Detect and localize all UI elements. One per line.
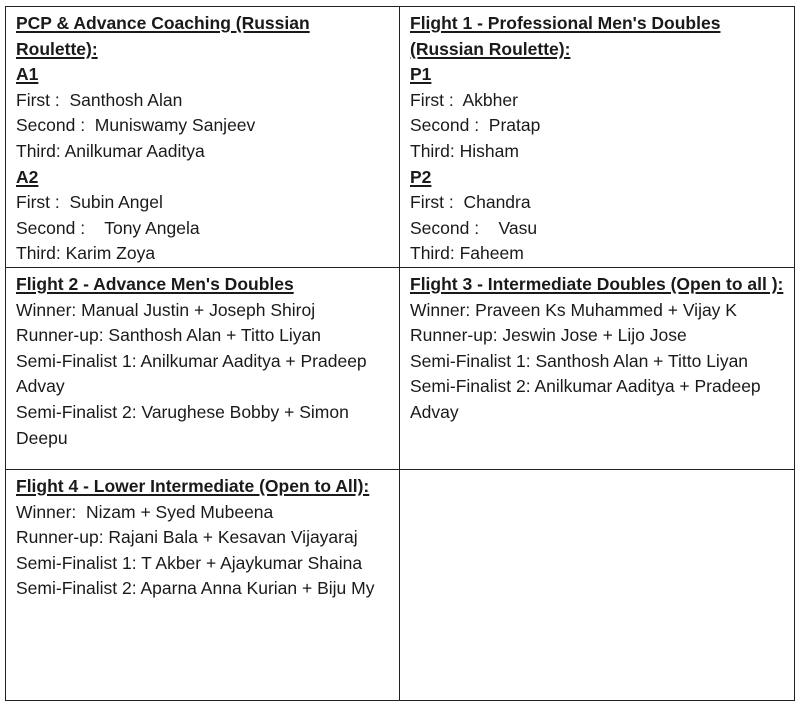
cell-title: Flight 1 - Professional Men's Doubles (Russian Roulette):: [410, 13, 721, 59]
placement-third: Third: Faheem: [410, 243, 524, 264]
table-row: [6, 469, 795, 700]
placement-second: Second : Pratap: [410, 115, 541, 136]
cell-flight-4: [6, 469, 400, 700]
group-label-a2: A2: [16, 166, 39, 187]
result-winner: Winner: Nizam + Syed Mubeena: [16, 501, 274, 522]
placement-second: Second : Muniswamy Sanjeev: [16, 115, 256, 136]
cell-flight-2: [6, 267, 400, 469]
result-winner: Winner: Praveen Ks Muhammed + Vijay K: [410, 299, 737, 320]
group-label-p2: P2: [410, 166, 432, 187]
cell-pcp-coaching: [6, 7, 400, 268]
placement-first: First : Santhosh Alan: [16, 89, 183, 110]
result-runner-up: Runner-up: Jeswin Jose + Lijo Jose: [410, 325, 687, 346]
placement-first: First : Chandra: [410, 192, 531, 213]
placement-second: Second : Vasu: [410, 217, 538, 238]
placement-first: First : Akbher: [410, 89, 518, 110]
group-label-p1: P1: [410, 64, 432, 85]
cell-title: Flight 2 - Advance Men's Doubles: [16, 273, 294, 294]
cell-flight-1: [400, 7, 795, 268]
cell-title: PCP & Advance Coaching (Russian Roulette):: [16, 13, 310, 59]
result-semi-finalist-1: Semi-Finalist 1: Santhosh Alan + Titto Liyan: [410, 350, 749, 371]
cell-flight-3: [400, 267, 795, 469]
cell-title: Flight 4 - Lower Intermediate (Open to All):: [16, 475, 370, 496]
placement-second: Second : Tony Angela: [16, 217, 200, 238]
table-row: [6, 7, 795, 268]
results-table: [5, 6, 795, 701]
group-label-a1: A1: [16, 64, 39, 85]
placement-first: First : Subin Angel: [16, 192, 163, 213]
result-semi-finalist-2: Semi-Finalist 2: Aparna Anna Kurian + Biju My: [16, 578, 375, 599]
result-semi-finalist-2: Semi-Finalist 2: Varughese Bobby + Simon Deepu: [16, 401, 354, 448]
table-row: [6, 267, 795, 469]
result-semi-finalist-1: Semi-Finalist 1: T Akber + Ajaykumar Shaina: [16, 552, 363, 573]
placement-third: Third: Anilkumar Aaditya: [16, 140, 205, 161]
cell-empty: [400, 469, 795, 700]
placement-third: Third: Karim Zoya: [16, 243, 156, 264]
result-runner-up: Runner-up: Rajani Bala + Kesavan Vijayaraj: [16, 527, 358, 548]
result-semi-finalist-1: Semi-Finalist 1: Anilkumar Aaditya + Pradeep Advay: [16, 350, 371, 397]
result-semi-finalist-2: Semi-Finalist 2: Anilkumar Aaditya + Pradeep Advay: [410, 376, 765, 422]
result-winner: Winner: Manual Justin + Joseph Shiroj: [16, 299, 316, 320]
cell-title: Flight 3 - Intermediate Doubles (Open to all ):: [410, 273, 784, 294]
placement-third: Third: Hisham: [410, 140, 519, 161]
result-runner-up: Runner-up: Santhosh Alan + Titto Liyan: [16, 325, 321, 346]
